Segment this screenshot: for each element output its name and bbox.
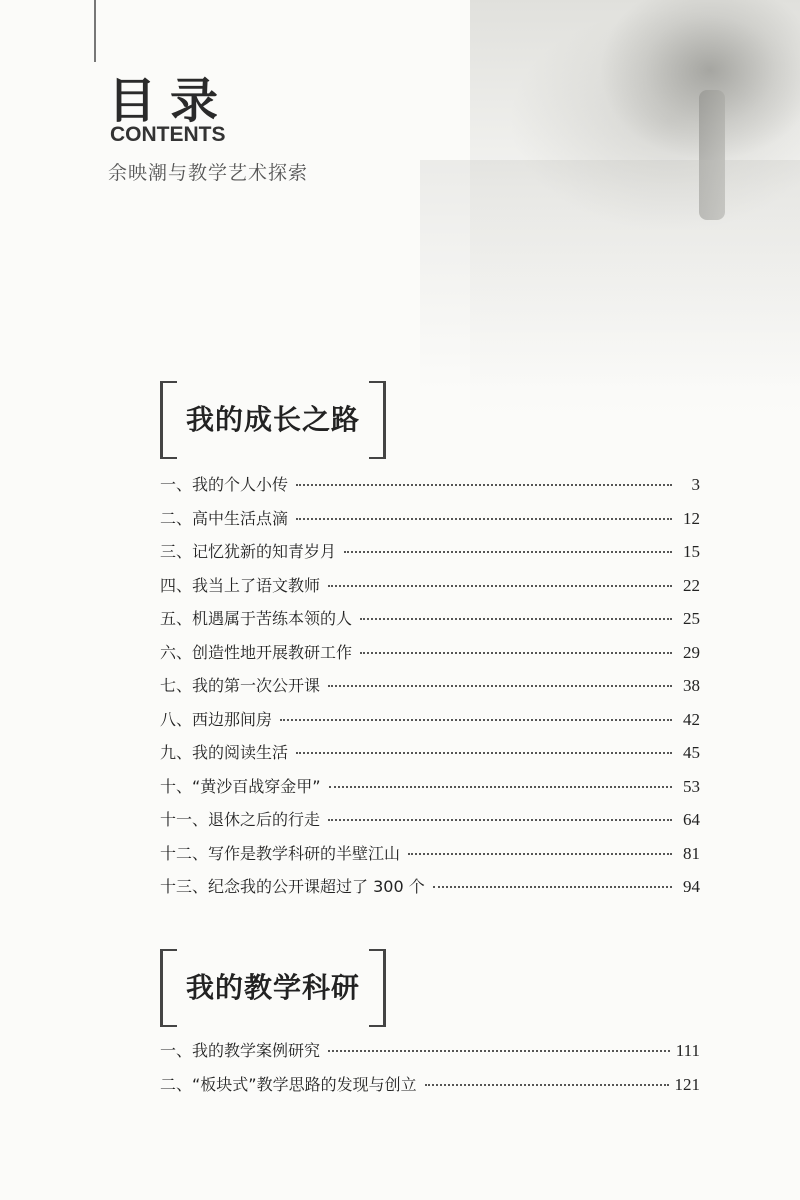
leader-dots xyxy=(360,652,672,654)
bracket-left xyxy=(160,949,177,1027)
toc-entry-page: 121 xyxy=(674,1074,700,1094)
toc-entry-label: 十一、退休之后的行走 xyxy=(160,810,321,829)
toc-entry-label: 二、高中生活点滴 xyxy=(160,508,289,528)
toc-entry[interactable] xyxy=(160,774,700,808)
toc-entry-page: 45 xyxy=(683,743,700,762)
toc-list-research xyxy=(160,1038,700,1105)
toc-entry[interactable] xyxy=(160,640,700,674)
leader-dots xyxy=(433,886,672,888)
toc-entry-page: 42 xyxy=(683,709,700,729)
toc-entry-page: 3 xyxy=(691,475,700,494)
leader-dots xyxy=(296,518,672,520)
toc-entry-label: 四、我当上了语文教师 xyxy=(160,575,321,595)
toc-entry-label: 一、我的教学案例研究 xyxy=(160,1041,321,1060)
toc-entry[interactable] xyxy=(160,606,700,640)
toc-entry[interactable] xyxy=(160,1072,700,1106)
bracket-left xyxy=(160,381,177,459)
toc-entry-page: 111 xyxy=(675,1041,700,1060)
leader-dots xyxy=(328,685,672,687)
toc-entry-page: 81 xyxy=(683,843,700,863)
leader-dots xyxy=(296,484,672,486)
toc-entry-page: 29 xyxy=(683,642,700,662)
section-title: 我的成长之路 xyxy=(185,403,360,436)
bracket-right xyxy=(369,949,386,1027)
toc-entry[interactable] xyxy=(160,874,700,908)
toc-entry-label: 二、“板块式”教学思路的发现与创立 xyxy=(160,1074,417,1094)
page-title-english: CONTENTS xyxy=(110,123,226,146)
leader-dots xyxy=(360,618,672,620)
book-subtitle: 余映潮与教学艺术探索 xyxy=(108,162,309,184)
leader-dots xyxy=(344,551,672,553)
toc-entry-label: 五、机遇属于苦练本领的人 xyxy=(160,609,353,628)
toc-entry-label: 十、“黄沙百战穿金甲” xyxy=(160,776,321,796)
toc-entry-page: 38 xyxy=(683,676,700,695)
toc-entry-label: 十二、写作是教学科研的半壁江山 xyxy=(160,843,401,863)
toc-entry[interactable] xyxy=(160,740,700,774)
toc-entry-page: 15 xyxy=(683,542,700,561)
toc-entry[interactable] xyxy=(160,539,700,573)
toc-entry-page: 53 xyxy=(683,776,700,796)
toc-entry[interactable] xyxy=(160,841,700,875)
bracket-right xyxy=(369,381,386,459)
section-heading-growth xyxy=(160,381,386,455)
header-vertical-rule xyxy=(94,0,96,62)
leader-dots xyxy=(425,1084,669,1086)
toc-entry-label: 七、我的第一次公开课 xyxy=(160,676,321,695)
toc-entry[interactable] xyxy=(160,707,700,741)
toc-entry[interactable] xyxy=(160,472,700,506)
leader-dots xyxy=(296,752,672,754)
leader-dots xyxy=(329,786,672,788)
toc-entry-label: 六、创造性地开展教研工作 xyxy=(160,642,353,662)
toc-entry-label: 九、我的阅读生活 xyxy=(160,743,289,762)
leader-dots xyxy=(328,1050,670,1052)
leader-dots xyxy=(280,719,672,721)
toc-entry[interactable] xyxy=(160,673,700,707)
toc-entry-page: 25 xyxy=(683,609,700,628)
section-heading-research xyxy=(160,949,386,1023)
background-haze xyxy=(420,160,800,390)
toc-entry-page: 12 xyxy=(683,508,700,528)
toc-entry-label: 八、西边那间房 xyxy=(160,709,273,729)
toc-list-growth xyxy=(160,472,700,908)
toc-entry[interactable] xyxy=(160,807,700,841)
toc-entry-page: 94 xyxy=(683,877,700,896)
toc-entry[interactable] xyxy=(160,506,700,540)
toc-entry-page: 22 xyxy=(683,575,700,595)
section-title: 我的教学科研 xyxy=(185,971,360,1004)
toc-entry[interactable] xyxy=(160,573,700,607)
toc-entry-label: 三、记忆犹新的知青岁月 xyxy=(160,542,337,561)
toc-entry-label: 十三、纪念我的公开课超过了 300 个 xyxy=(160,877,425,896)
leader-dots xyxy=(328,819,672,821)
leader-dots xyxy=(408,853,672,855)
toc-entry[interactable] xyxy=(160,1038,700,1072)
toc-entry-page: 64 xyxy=(683,810,700,829)
page-title: 目录 xyxy=(108,73,233,129)
leader-dots xyxy=(328,585,672,587)
toc-entry-label: 一、我的个人小传 xyxy=(160,475,289,494)
